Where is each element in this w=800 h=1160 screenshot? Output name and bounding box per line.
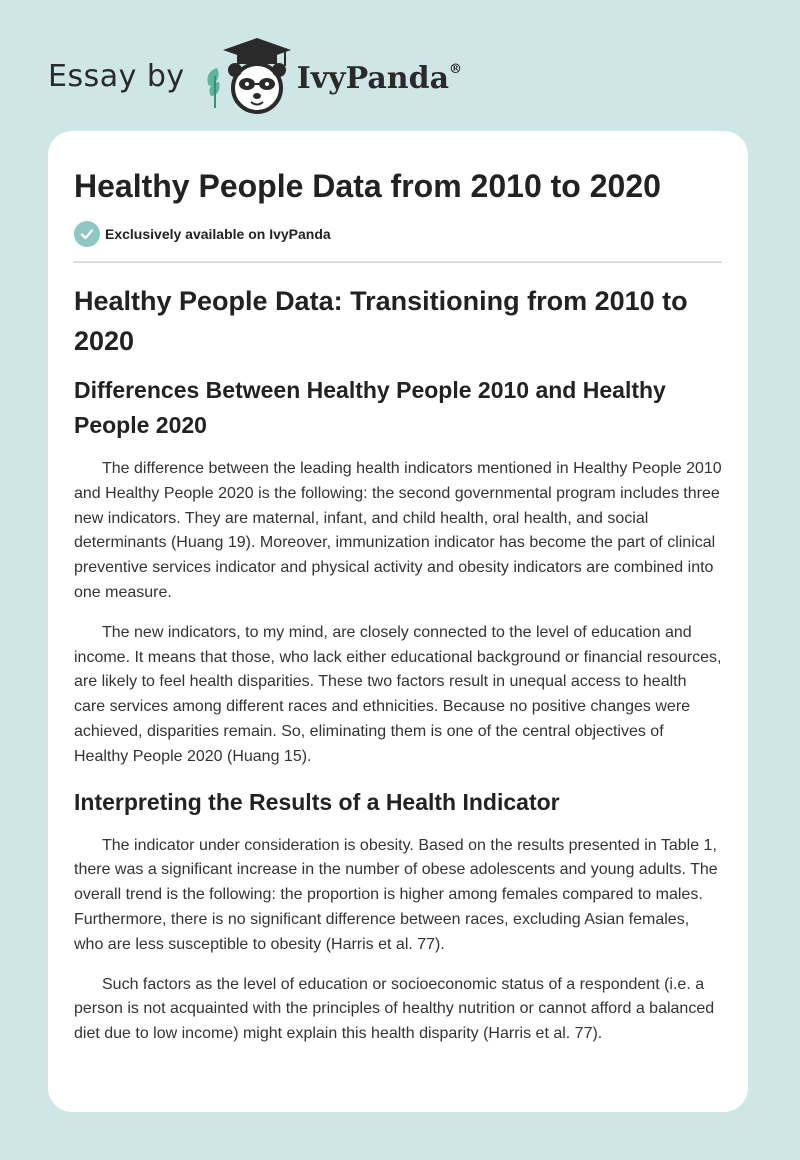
brand-text: IvyPanda <box>296 60 450 96</box>
exclusive-badge <box>74 221 331 247</box>
essay-heading: Healthy People Data: Transitioning from 2010 to 2020 <box>74 286 688 356</box>
exclusive-badge-text: Exclusively available on IvyPanda <box>105 226 331 242</box>
essay-by-label: Essay by <box>48 58 185 94</box>
trademark-symbol: ® <box>449 61 463 77</box>
leaf-icon <box>207 68 219 108</box>
section-heading: Interpreting the Results of a Health Indicator <box>74 788 560 815</box>
section-heading: Differences Between Healthy People 2010 and Healthy People 2020 <box>74 377 666 438</box>
site-header <box>48 36 648 116</box>
essay-card <box>48 131 748 1112</box>
panda-graduate-icon[interactable] <box>201 36 293 116</box>
paragraph: The new indicators, to my mind, are closely connected to the level of education and income. It means that those, who lack either educational background or financial resources, are likely to feel health disparities. These two factors result in unequal access to health care services among different races and ethnicities. Because no positive changes were achieved, disparities remain. So, eliminating them is one of the central objectives of Healthy People 2020 (Huang 15). <box>74 623 722 765</box>
paragraph: Such factors as the level of education or socioeconomic status of a respondent (i.e. a person is not acquainted with the principles of healthy nutrition or cannot afford a balanced diet due to low income) might explain this health disparity (Harris et al. 77). <box>74 975 715 1043</box>
section-differences <box>74 373 722 770</box>
check-circle-icon <box>74 221 100 247</box>
paragraph: The difference between the leading health indicators mentioned in Healthy People 2010 and Healthy People 2020 is the following: the second governmental program includes three new indicators. They are maternal, infant, and child health, oral health, and social determinants (Huang 19). Moreover, immunization indicator has become the part of clinical preventive services indicator and physical activity and obesity indicators are combined into one measure. <box>74 460 722 601</box>
paragraph: The indicator under consideration is obesity. Based on the results presented in Table 1, there was a significant increase in the number of obese adolescents and young adults. The overall trend is the following: the proportion is higher among females compared to males. Furthermore, there is no significant difference between races, excluding Asian females, who are less susceptible to obesity (Harris et al. 77). <box>74 836 718 953</box>
page-title: Healthy People Data from 2010 to 2020 <box>74 168 661 204</box>
brand-name[interactable] <box>297 61 462 96</box>
essay-content <box>74 281 722 1062</box>
section-interpreting <box>74 785 722 1047</box>
title-divider <box>74 261 722 263</box>
